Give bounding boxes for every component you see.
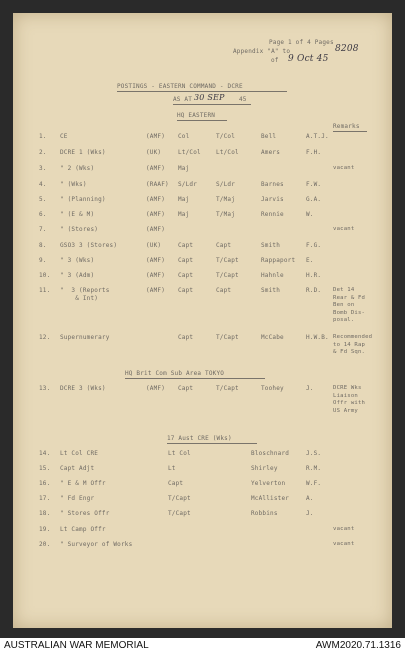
- as-at-label: AS AT: [173, 96, 193, 103]
- post-title: Supernumerary: [60, 334, 110, 341]
- row-number: 1.: [39, 133, 47, 140]
- table-row: [13, 287, 392, 323]
- remarks-underline: [333, 131, 367, 132]
- officer-initials: A.: [306, 495, 314, 502]
- established-rank: Lt Col: [168, 450, 191, 457]
- table-row: [13, 385, 392, 414]
- officer-initials: R.M.: [306, 465, 322, 472]
- established-rank: Lt: [168, 465, 176, 472]
- established-rank: Capt: [178, 257, 194, 264]
- held-rank: T/Capt: [216, 272, 239, 279]
- table-row: [13, 465, 392, 475]
- established-rank: Capt: [168, 480, 184, 487]
- as-at-underline: [173, 104, 251, 105]
- row-number: 7.: [39, 226, 47, 233]
- row-number: 12.: [39, 334, 51, 341]
- remarks: vacant: [333, 226, 355, 232]
- held-rank: T/Maj: [216, 211, 236, 218]
- appendix-of: of: [271, 57, 279, 64]
- established-rank: S/Ldr: [178, 181, 198, 188]
- row-number: 8.: [39, 242, 47, 249]
- officer-initials: E.: [306, 257, 314, 264]
- established-rank: T/Capt: [168, 510, 191, 517]
- officer-initials: W.: [306, 211, 314, 218]
- post-title: Lt Camp Offr: [60, 526, 106, 533]
- officer-initials: W.F.: [306, 480, 322, 487]
- officer-initials: F.W.: [306, 181, 322, 188]
- row-number: 2.: [39, 149, 47, 156]
- post-title: CE: [60, 133, 68, 140]
- established-rank: Maj: [178, 196, 190, 203]
- established-rank: Maj: [178, 211, 190, 218]
- remarks: Det 14 Rear & Fd Ben on Bomb Dis- posal.: [333, 287, 366, 323]
- row-number: 13.: [39, 385, 51, 392]
- officer-name: Yelverton: [251, 480, 286, 487]
- officer-initials: H.R.: [306, 272, 322, 279]
- table-row: [13, 165, 392, 175]
- service: (AMF): [146, 133, 166, 140]
- table-row: [13, 480, 392, 490]
- post-title: " E & M Offr: [60, 480, 106, 487]
- row-number: 11.: [39, 287, 51, 294]
- held-rank: T/Capt: [216, 334, 239, 341]
- held-rank: Capt: [216, 242, 232, 249]
- service: (UK): [146, 242, 162, 249]
- held-rank: Capt: [216, 287, 232, 294]
- officer-initials: A.T.J.: [306, 133, 329, 140]
- section-heading-underline: [167, 443, 257, 444]
- section-heading-hq-eastern: HQ EASTERN: [177, 112, 216, 119]
- post-title: Capt Adjt: [60, 465, 95, 472]
- table-row: [13, 495, 392, 505]
- officer-name: Smith: [261, 242, 281, 249]
- established-rank: Col: [178, 133, 190, 140]
- table-row: [13, 226, 392, 236]
- post-title: " 2 (Wks): [60, 165, 95, 172]
- table-row: [13, 242, 392, 252]
- service: (AMF): [146, 226, 166, 233]
- remarks: vacant: [333, 165, 355, 171]
- service: (AMF): [146, 257, 166, 264]
- as-at-year: 45: [239, 96, 247, 103]
- handwritten-as-at-date: 30 SEP: [194, 93, 225, 102]
- remarks: Recommended to 14 Rap & Fd Sqn.: [333, 334, 373, 355]
- established-rank: T/Capt: [168, 495, 191, 502]
- archive-id: AWM2020.71.1316: [315, 640, 401, 651]
- row-number: 18.: [39, 510, 51, 517]
- officer-name: Hahnle: [261, 272, 284, 279]
- service: (AMF): [146, 165, 166, 172]
- post-title: Lt Col CRE: [60, 450, 99, 457]
- remarks: DCRE Wks Liaison Offr with US Army: [333, 385, 366, 414]
- officer-name: Bloschnard: [251, 450, 290, 457]
- row-number: 6.: [39, 211, 47, 218]
- row-number: 3.: [39, 165, 47, 172]
- table-row: [13, 257, 392, 267]
- established-rank: Capt: [178, 334, 194, 341]
- officer-name: Rappaport: [261, 257, 296, 264]
- officer-name: Toohey: [261, 385, 284, 392]
- row-number: 10.: [39, 272, 51, 279]
- officer-name: Amers: [261, 149, 281, 156]
- established-rank: Capt: [178, 287, 194, 294]
- officer-initials: J.: [306, 510, 314, 517]
- held-rank: S/Ldr: [216, 181, 236, 188]
- archive-footer: [0, 638, 405, 653]
- established-rank: Capt: [178, 272, 194, 279]
- table-row: [13, 450, 392, 460]
- service: (AMF): [146, 196, 166, 203]
- post-title: " (Stores): [60, 226, 99, 233]
- held-rank: T/Capt: [216, 257, 239, 264]
- appendix-ref: Appendix "A" to: [233, 48, 291, 55]
- service: (AMF): [146, 211, 166, 218]
- table-row: [13, 541, 392, 551]
- officer-name: Rennie: [261, 211, 284, 218]
- officer-name: Smith: [261, 287, 281, 294]
- post-title: " Stores Offr: [60, 510, 110, 517]
- service: (RAAF): [146, 181, 169, 188]
- document-title: POSTINGS - EASTERN COMMAND - DCRE: [117, 83, 243, 90]
- table-row: [13, 196, 392, 206]
- officer-name: Robbins: [251, 510, 278, 517]
- section-heading-underline: [125, 378, 265, 379]
- service: (AMF): [146, 385, 166, 392]
- section-heading-tokyo: HQ Brit Com Sub Area TOKYO: [125, 370, 225, 377]
- post-title: " 3 (Wks): [60, 257, 95, 264]
- handwritten-date: 9 Oct 45: [288, 54, 329, 64]
- row-number: 4.: [39, 181, 47, 188]
- officer-name: Bell: [261, 133, 277, 140]
- row-number: 15.: [39, 465, 51, 472]
- held-rank: T/Capt: [216, 385, 239, 392]
- officer-initials: F.H.: [306, 149, 322, 156]
- remarks-column-header: Remarks: [333, 123, 360, 130]
- service: (UK): [146, 149, 162, 156]
- officer-initials: R.D.: [306, 287, 322, 294]
- officer-name: McCabe: [261, 334, 284, 341]
- page-count: Page 1 of 4 Pages: [269, 39, 334, 46]
- table-row: [13, 272, 392, 282]
- officer-initials: F.G.: [306, 242, 322, 249]
- officer-initials: J.: [306, 385, 314, 392]
- officer-initials: H.W.B.: [306, 334, 329, 341]
- held-rank: T/Col: [216, 133, 236, 140]
- table-row: [13, 334, 392, 355]
- post-title: DCRE 3 (Wks): [60, 385, 106, 392]
- table-row: [13, 510, 392, 520]
- officer-name: McAllister: [251, 495, 290, 502]
- row-number: 20.: [39, 541, 51, 548]
- officer-name: Barnes: [261, 181, 284, 188]
- officer-name: Shirley: [251, 465, 278, 472]
- post-title: " 3 (Reports & Int): [60, 287, 110, 302]
- document-page: [13, 13, 392, 628]
- row-number: 14.: [39, 450, 51, 457]
- post-title: " (E & M): [60, 211, 95, 218]
- service: (AMF): [146, 287, 166, 294]
- post-title: " Surveyor of Works: [60, 541, 133, 548]
- row-number: 19.: [39, 526, 51, 533]
- established-rank: Lt/Col: [178, 149, 201, 156]
- remarks: vacant: [333, 526, 355, 532]
- service: (AMF): [146, 272, 166, 279]
- section-heading-17-aust-cre: 17 Aust CRE (Wks): [167, 435, 232, 442]
- post-title: " (Planning): [60, 196, 106, 203]
- table-row: [13, 133, 392, 143]
- post-title: " Fd Engr: [60, 495, 95, 502]
- table-row: [13, 526, 392, 536]
- post-title: " 3 (Adm): [60, 272, 95, 279]
- table-row: [13, 211, 392, 221]
- archive-name: AUSTRALIAN WAR MEMORIAL: [4, 640, 149, 651]
- established-rank: Capt: [178, 385, 194, 392]
- handwritten-ref: 8208: [335, 44, 359, 54]
- held-rank: T/Maj: [216, 196, 236, 203]
- row-number: 5.: [39, 196, 47, 203]
- title-underline: [117, 91, 287, 92]
- officer-initials: G.A.: [306, 196, 322, 203]
- established-rank: Maj: [178, 165, 190, 172]
- officer-initials: J.S.: [306, 450, 322, 457]
- row-number: 17.: [39, 495, 51, 502]
- row-number: 16.: [39, 480, 51, 487]
- established-rank: Capt: [178, 242, 194, 249]
- post-title: " (Wks): [60, 181, 87, 188]
- post-title: GSO3 3 (Stores): [60, 242, 118, 249]
- officer-name: Jarvis: [261, 196, 284, 203]
- table-row: [13, 181, 392, 191]
- held-rank: Lt/Col: [216, 149, 239, 156]
- post-title: DCRE 1 (Wks): [60, 149, 106, 156]
- table-row: [13, 149, 392, 159]
- section-heading-underline: [177, 120, 227, 121]
- row-number: 9.: [39, 257, 47, 264]
- remarks: vacant: [333, 541, 355, 547]
